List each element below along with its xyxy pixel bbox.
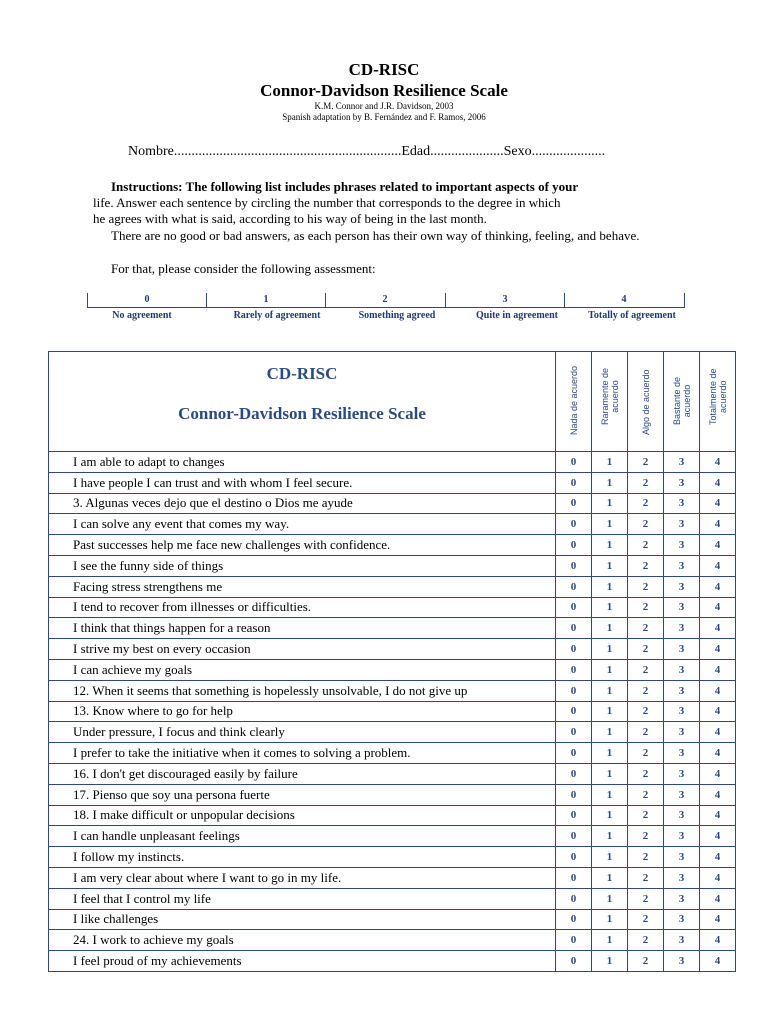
column-header-label — [600, 368, 620, 425]
scale-tick — [445, 293, 446, 307]
response-option-2[interactable]: 2 — [628, 701, 664, 722]
scale-label-4: Totally of agreement — [588, 310, 676, 321]
response-option-4[interactable]: 4 — [700, 639, 736, 660]
table-row — [49, 826, 736, 847]
response-option-1[interactable]: 1 — [592, 951, 628, 972]
item-statement: I think that things happen for a reason — [49, 618, 556, 639]
table-row — [49, 576, 736, 597]
item-statement: I can achieve my goals — [49, 659, 556, 680]
response-option-3[interactable]: 3 — [664, 888, 700, 909]
response-option-1[interactable]: 1 — [592, 743, 628, 764]
response-option-0[interactable]: 0 — [556, 867, 592, 888]
scale-tick — [564, 293, 565, 307]
table-body — [49, 452, 736, 972]
response-option-2[interactable]: 2 — [628, 472, 664, 493]
item-statement: 24. I work to achieve my goals — [49, 930, 556, 951]
response-option-4[interactable]: 4 — [700, 888, 736, 909]
response-option-2[interactable]: 2 — [628, 951, 664, 972]
response-option-4[interactable]: 4 — [700, 701, 736, 722]
instructions-line-1: Instructions: The following list includes phrases related to important aspects of your — [111, 179, 579, 194]
instructions-paragraph-3: For that, please consider the following assessment: — [111, 261, 376, 276]
response-option-2[interactable]: 2 — [628, 618, 664, 639]
response-option-3[interactable]: 3 — [664, 618, 700, 639]
response-option-3[interactable]: 3 — [664, 867, 700, 888]
table-row — [49, 951, 736, 972]
table-row — [49, 618, 736, 639]
response-option-1[interactable]: 1 — [592, 888, 628, 909]
table-row — [49, 763, 736, 784]
scale-tick — [87, 293, 88, 307]
response-option-2[interactable]: 2 — [628, 493, 664, 514]
response-option-2[interactable]: 2 — [628, 659, 664, 680]
document-title: CD-RISC — [348, 60, 420, 79]
response-option-4[interactable]: 4 — [700, 847, 736, 868]
item-statement: Past successes help me face new challenges with confidence. — [49, 535, 556, 556]
column-header-3 — [664, 352, 700, 452]
item-statement: I have people I can trust and with whom I feel secure. — [49, 472, 556, 493]
response-option-3[interactable]: 3 — [664, 909, 700, 930]
scale-value-2: 2 — [382, 294, 388, 305]
response-option-3[interactable]: 3 — [664, 472, 700, 493]
response-option-1[interactable]: 1 — [592, 826, 628, 847]
table-row — [49, 930, 736, 951]
response-option-3[interactable]: 3 — [664, 951, 700, 972]
response-option-1[interactable]: 1 — [592, 805, 628, 826]
table-row — [49, 847, 736, 868]
questionnaire-table — [48, 351, 736, 972]
table-subtitle: Connor-Davidson Resilience Scale — [178, 404, 426, 423]
response-option-4[interactable]: 4 — [700, 722, 736, 743]
item-statement: 17. Pienso que soy una persona fuerte — [49, 784, 556, 805]
response-option-0[interactable]: 0 — [556, 805, 592, 826]
response-option-4[interactable]: 4 — [700, 452, 736, 473]
table-heading-cell — [49, 352, 556, 452]
column-header-2 — [628, 352, 664, 452]
response-option-1[interactable]: 1 — [592, 493, 628, 514]
column-header-line: Bastante de — [671, 376, 682, 425]
response-option-1[interactable]: 1 — [592, 784, 628, 805]
table-row — [49, 701, 736, 722]
response-option-2[interactable]: 2 — [628, 909, 664, 930]
response-option-4[interactable]: 4 — [700, 659, 736, 680]
item-statement: Facing stress strengthens me — [49, 576, 556, 597]
response-option-4[interactable]: 4 — [700, 576, 736, 597]
response-option-3[interactable]: 3 — [664, 576, 700, 597]
response-option-1[interactable]: 1 — [592, 722, 628, 743]
document-subtitle: Connor-Davidson Resilience Scale — [260, 81, 508, 100]
table-row — [49, 722, 736, 743]
adaptation-credit: Spanish adaptation by B. Fernández and F. Ramos, 2006 — [282, 112, 486, 122]
response-option-3[interactable]: 3 — [664, 743, 700, 764]
table-row — [49, 784, 736, 805]
response-option-1[interactable]: 1 — [592, 763, 628, 784]
response-option-4[interactable]: 4 — [700, 805, 736, 826]
response-option-2[interactable]: 2 — [628, 555, 664, 576]
response-option-0[interactable]: 0 — [556, 888, 592, 909]
response-option-2[interactable]: 2 — [628, 535, 664, 556]
item-statement: I follow my instincts. — [49, 847, 556, 868]
column-header-label — [672, 377, 692, 425]
scale-tick — [325, 293, 326, 307]
response-option-4[interactable]: 4 — [700, 555, 736, 576]
instructions-line-3: he agrees with what is said, according to his way of being in the last month. — [93, 211, 487, 226]
response-option-3[interactable]: 3 — [664, 701, 700, 722]
response-option-1[interactable]: 1 — [592, 576, 628, 597]
questionnaire-table-container — [48, 351, 735, 985]
response-option-3[interactable]: 3 — [664, 659, 700, 680]
item-statement: I tend to recover from illnesses or difficulties. — [49, 597, 556, 618]
item-statement: 12. When it seems that something is hopelessly unsolvable, I do not give up — [49, 680, 556, 701]
table-row — [49, 867, 736, 888]
response-option-2[interactable]: 2 — [628, 888, 664, 909]
response-option-2[interactable]: 2 — [628, 805, 664, 826]
scale-label-0: No agreement — [112, 310, 172, 321]
response-option-3[interactable]: 3 — [664, 722, 700, 743]
response-option-2[interactable]: 2 — [628, 784, 664, 805]
scale-value-1: 1 — [263, 294, 269, 305]
response-option-1[interactable]: 1 — [592, 659, 628, 680]
scale-tick — [206, 293, 207, 307]
item-statement: I feel proud of my achievements — [49, 951, 556, 972]
response-option-3[interactable]: 3 — [664, 680, 700, 701]
scale-value-3: 3 — [502, 294, 508, 305]
item-statement: 16. I don't get discouraged easily by failure — [49, 763, 556, 784]
response-option-3[interactable]: 3 — [664, 493, 700, 514]
response-option-3[interactable]: 3 — [664, 805, 700, 826]
response-option-0[interactable]: 0 — [556, 659, 592, 680]
response-option-0[interactable]: 0 — [556, 930, 592, 951]
response-option-1[interactable]: 1 — [592, 847, 628, 868]
instructions-paragraph-2: There are no good or bad answers, as each person has their own way of thinking, feeling, and behave. — [111, 228, 640, 243]
response-option-0[interactable]: 0 — [556, 639, 592, 660]
response-option-0[interactable]: 0 — [556, 618, 592, 639]
response-option-2[interactable]: 2 — [628, 847, 664, 868]
item-statement: I am very clear about where I want to go in my life. — [49, 867, 556, 888]
response-option-1[interactable]: 1 — [592, 930, 628, 951]
response-option-4[interactable]: 4 — [700, 951, 736, 972]
item-statement: I am able to adapt to changes — [49, 452, 556, 473]
item-statement: I like challenges — [49, 909, 556, 930]
scale-label-2: Something agreed — [358, 310, 436, 321]
table-row — [49, 659, 736, 680]
response-option-1[interactable]: 1 — [592, 618, 628, 639]
scale-axis-line — [87, 307, 685, 308]
column-header-0 — [556, 352, 592, 452]
response-option-3[interactable]: 3 — [664, 847, 700, 868]
table-header-row — [49, 352, 736, 452]
item-statement: I prefer to take the initiative when it comes to solving a problem. — [49, 743, 556, 764]
response-option-4[interactable]: 4 — [700, 867, 736, 888]
table-row — [49, 493, 736, 514]
response-option-0[interactable]: 0 — [556, 826, 592, 847]
item-statement: 18. I make difficult or unpopular decisions — [49, 805, 556, 826]
table-row — [49, 452, 736, 473]
response-option-3[interactable]: 3 — [664, 514, 700, 535]
column-header-line: acuerdo — [717, 380, 728, 413]
response-option-1[interactable]: 1 — [592, 909, 628, 930]
response-option-0[interactable]: 0 — [556, 909, 592, 930]
response-option-0[interactable]: 0 — [556, 514, 592, 535]
response-option-2[interactable]: 2 — [628, 576, 664, 597]
item-statement: 13. Know where to go for help — [49, 701, 556, 722]
response-option-1[interactable]: 1 — [592, 472, 628, 493]
table-row — [49, 514, 736, 535]
response-option-2[interactable]: 2 — [628, 597, 664, 618]
response-option-2[interactable]: 2 — [628, 452, 664, 473]
response-option-2[interactable]: 2 — [628, 930, 664, 951]
response-option-2[interactable]: 2 — [628, 722, 664, 743]
respondent-form-line: Nombre.................................................................Edad.....................Sexo..................... — [128, 144, 606, 159]
response-option-3[interactable]: 3 — [664, 535, 700, 556]
scale-tick — [684, 293, 685, 307]
response-option-0[interactable]: 0 — [556, 597, 592, 618]
response-option-0[interactable]: 0 — [556, 784, 592, 805]
response-option-4[interactable]: 4 — [700, 597, 736, 618]
response-option-1[interactable]: 1 — [592, 701, 628, 722]
response-option-0[interactable]: 0 — [556, 680, 592, 701]
response-option-3[interactable]: 3 — [664, 784, 700, 805]
response-option-0[interactable]: 0 — [556, 847, 592, 868]
response-option-1[interactable]: 1 — [592, 597, 628, 618]
column-header-line: Raramente de — [599, 367, 610, 425]
response-option-3[interactable]: 3 — [664, 555, 700, 576]
table-row — [49, 597, 736, 618]
instructions-line-2: life. Answer each sentence by circling the number that corresponds to the degree in which — [93, 195, 561, 210]
response-option-4[interactable]: 4 — [700, 493, 736, 514]
column-header-label: Nada de acuerdo — [568, 365, 579, 435]
response-option-0[interactable]: 0 — [556, 951, 592, 972]
table-row — [49, 555, 736, 576]
response-option-3[interactable]: 3 — [664, 639, 700, 660]
column-header-line: acuerdo — [609, 380, 620, 413]
response-option-4[interactable]: 4 — [700, 743, 736, 764]
response-option-0[interactable]: 0 — [556, 555, 592, 576]
response-option-1[interactable]: 1 — [592, 680, 628, 701]
response-option-0[interactable]: 0 — [556, 535, 592, 556]
response-option-4[interactable]: 4 — [700, 472, 736, 493]
response-option-4[interactable]: 4 — [700, 514, 736, 535]
response-option-2[interactable]: 2 — [628, 680, 664, 701]
table-row — [49, 888, 736, 909]
assessment-scale — [87, 293, 685, 343]
response-option-4[interactable]: 4 — [700, 930, 736, 951]
item-statement: I can solve any event that comes my way. — [49, 514, 556, 535]
scale-label-1: Rarely of agreement — [233, 310, 321, 321]
response-option-2[interactable]: 2 — [628, 763, 664, 784]
response-option-3[interactable]: 3 — [664, 452, 700, 473]
response-option-0[interactable]: 0 — [556, 743, 592, 764]
response-option-3[interactable]: 3 — [664, 763, 700, 784]
response-option-4[interactable]: 4 — [700, 618, 736, 639]
table-row — [49, 680, 736, 701]
response-option-4[interactable]: 4 — [700, 680, 736, 701]
column-header-4 — [700, 352, 736, 452]
response-option-0[interactable]: 0 — [556, 493, 592, 514]
item-statement: Under pressure, I focus and think clearly — [49, 722, 556, 743]
table-row — [49, 535, 736, 556]
response-option-1[interactable]: 1 — [592, 452, 628, 473]
response-option-4[interactable]: 4 — [700, 826, 736, 847]
scale-value-4: 4 — [621, 294, 627, 305]
scale-value-0: 0 — [144, 294, 150, 305]
response-option-2[interactable]: 2 — [628, 826, 664, 847]
column-header-line: acuerdo — [681, 384, 692, 418]
response-option-2[interactable]: 2 — [628, 743, 664, 764]
item-statement: 3. Algunas veces dejo que el destino o Dios me ayude — [49, 493, 556, 514]
response-option-0[interactable]: 0 — [556, 722, 592, 743]
response-option-0[interactable]: 0 — [556, 763, 592, 784]
column-header-label — [708, 368, 728, 425]
response-option-1[interactable]: 1 — [592, 867, 628, 888]
table-row — [49, 805, 736, 826]
response-option-4[interactable]: 4 — [700, 784, 736, 805]
table-row — [49, 472, 736, 493]
response-option-0[interactable]: 0 — [556, 576, 592, 597]
table-row — [49, 743, 736, 764]
response-option-2[interactable]: 2 — [628, 867, 664, 888]
table-row — [49, 639, 736, 660]
item-statement: I strive my best on every occasion — [49, 639, 556, 660]
response-option-2[interactable]: 2 — [628, 639, 664, 660]
response-option-1[interactable]: 1 — [592, 555, 628, 576]
response-option-3[interactable]: 3 — [664, 826, 700, 847]
response-option-1[interactable]: 1 — [592, 514, 628, 535]
authors-credit: K.M. Connor and J.R. Davidson, 2003 — [314, 101, 454, 111]
response-option-1[interactable]: 1 — [592, 535, 628, 556]
response-option-1[interactable]: 1 — [592, 639, 628, 660]
response-option-2[interactable]: 2 — [628, 514, 664, 535]
column-header-line: Totalmente de — [707, 368, 718, 425]
item-statement: I can handle unpleasant feelings — [49, 826, 556, 847]
item-statement: I feel that I control my life — [49, 888, 556, 909]
item-statement: I see the funny side of things — [49, 555, 556, 576]
response-option-4[interactable]: 4 — [700, 535, 736, 556]
response-option-3[interactable]: 3 — [664, 597, 700, 618]
column-header-label: Algo de acuerdo — [640, 369, 651, 435]
column-header-1 — [592, 352, 628, 452]
scale-label-3: Quite in agreement — [475, 310, 559, 321]
response-option-0[interactable]: 0 — [556, 701, 592, 722]
table-row — [49, 909, 736, 930]
response-option-0[interactable]: 0 — [556, 452, 592, 473]
response-option-4[interactable]: 4 — [700, 763, 736, 784]
response-option-3[interactable]: 3 — [664, 930, 700, 951]
response-option-0[interactable]: 0 — [556, 472, 592, 493]
response-option-4[interactable]: 4 — [700, 909, 736, 930]
table-title: CD-RISC — [266, 364, 338, 383]
